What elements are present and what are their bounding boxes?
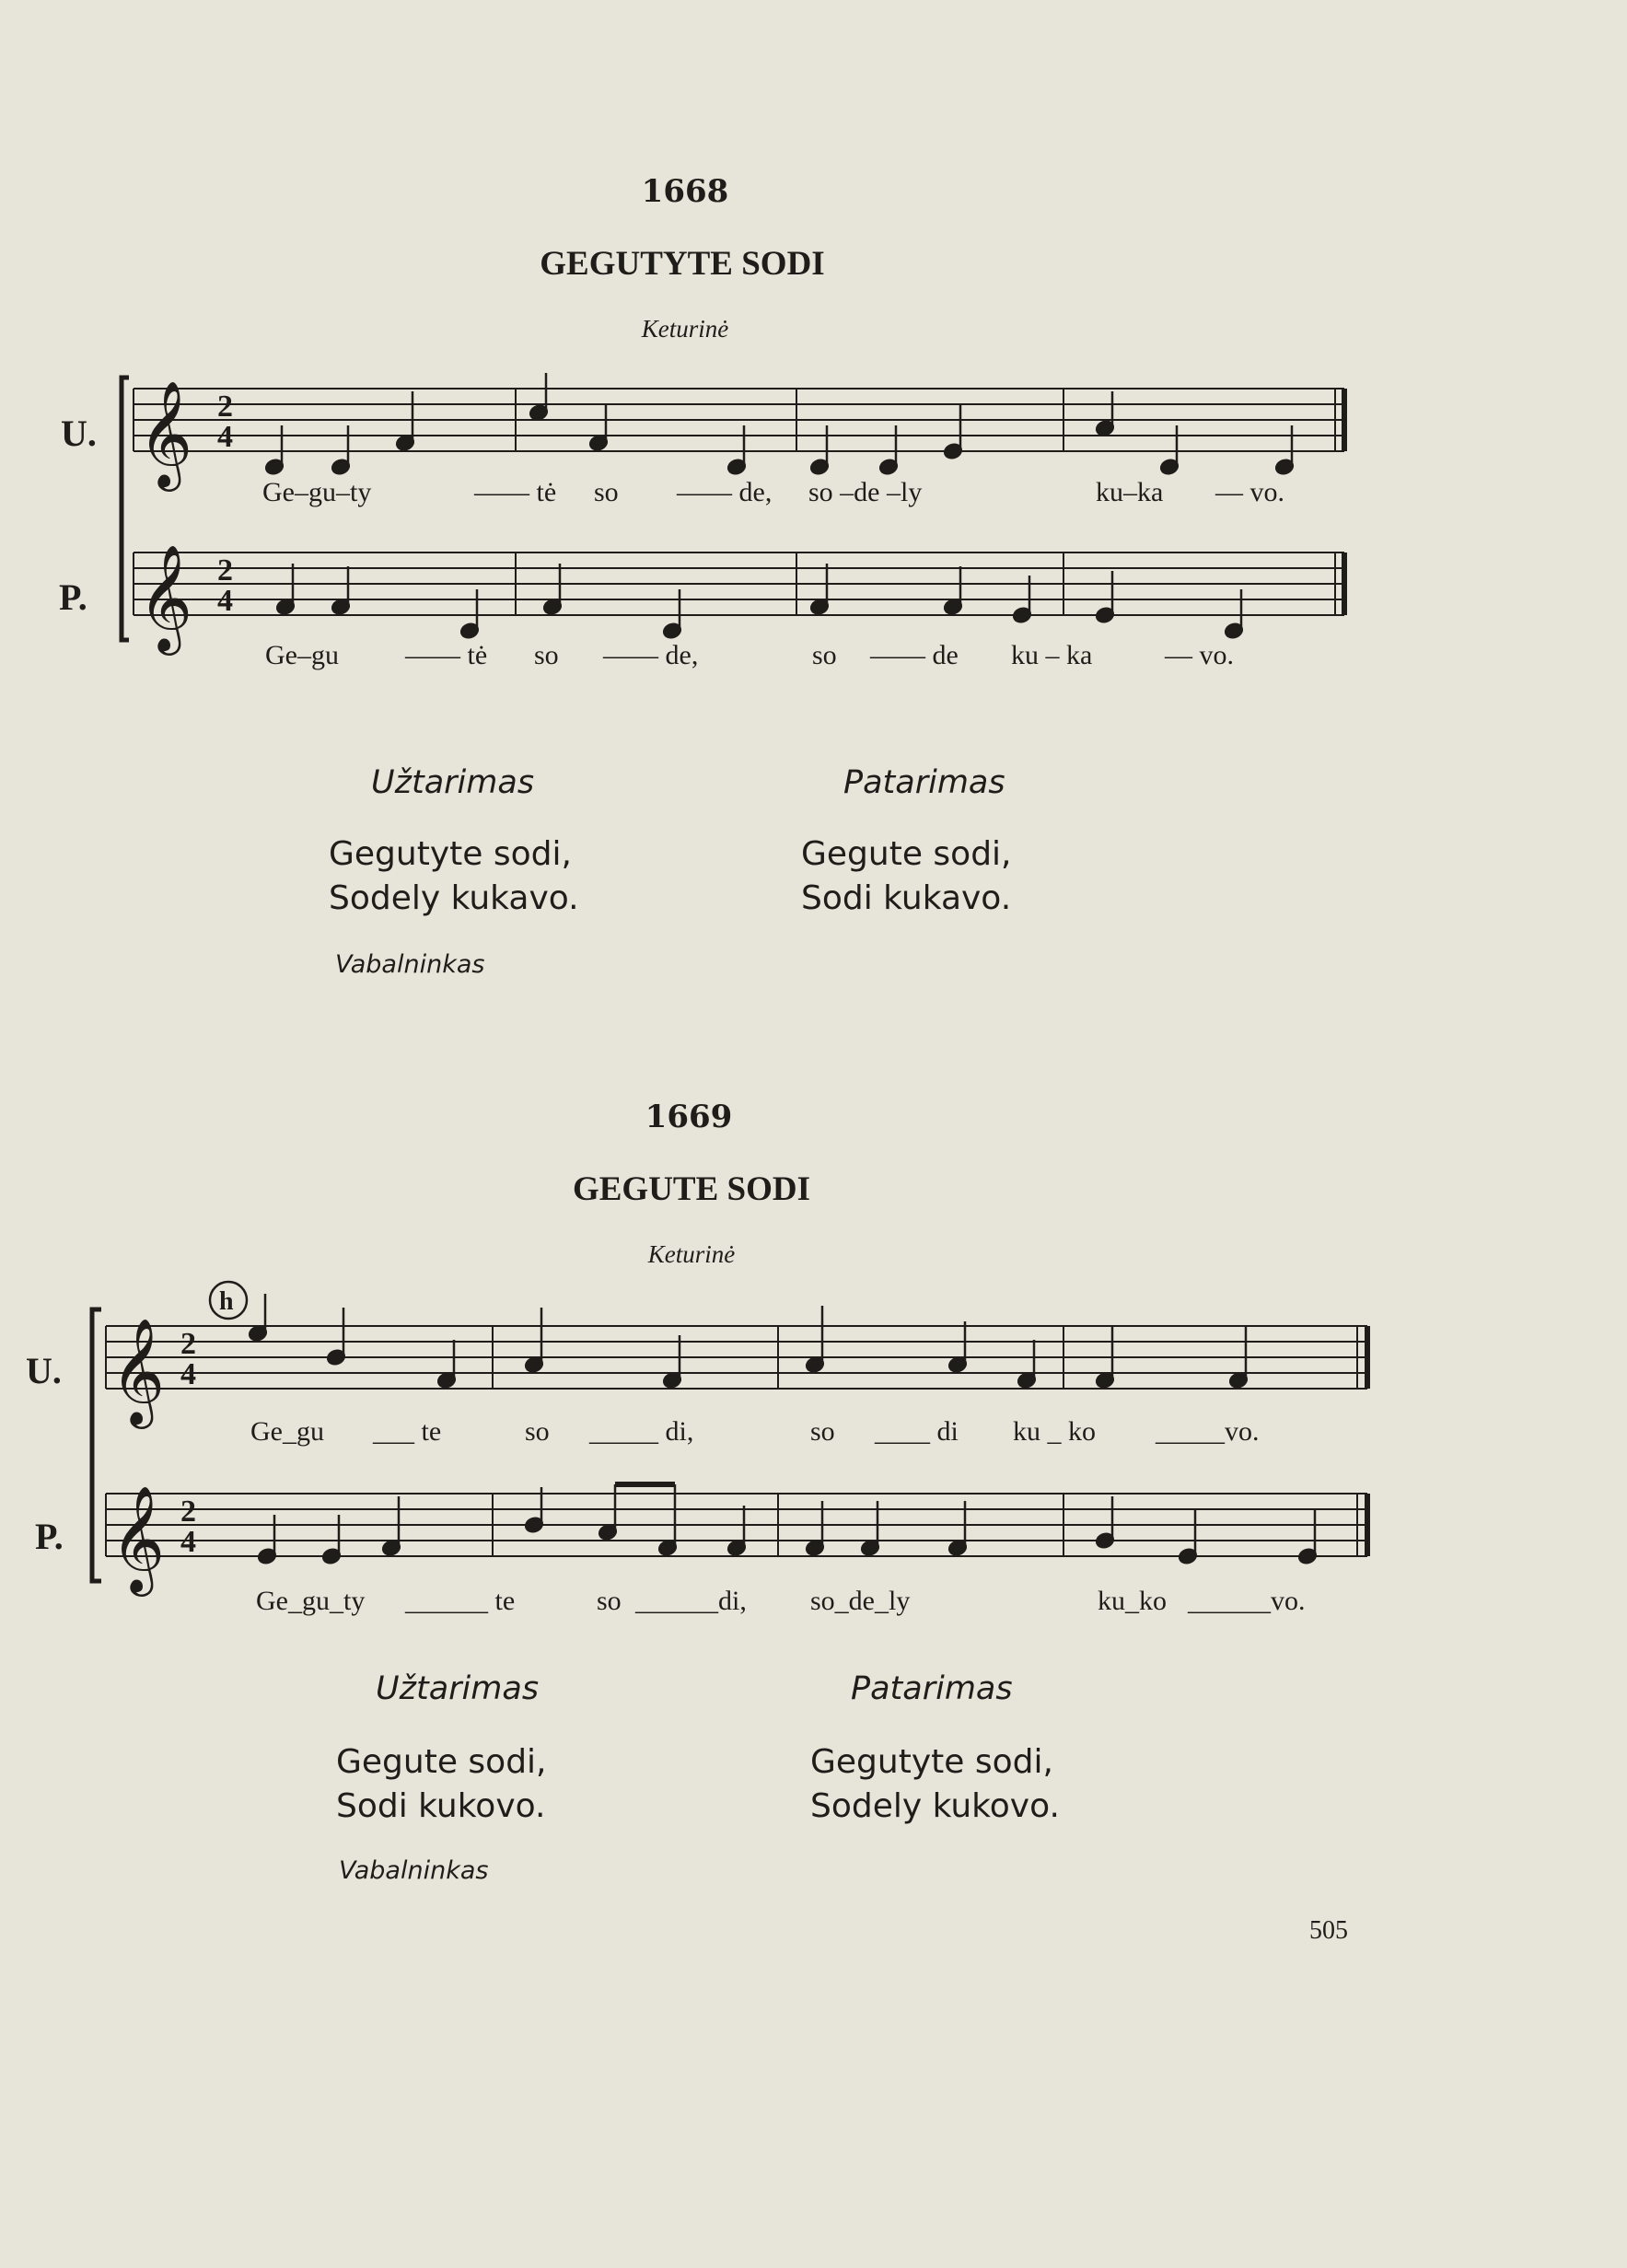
verse-line: Gegute sodi, [336,1743,547,1781]
lyric-syllable: ku–ka [1096,477,1164,507]
lyric-syllable: ___ te [373,1416,442,1447]
song-number: 1668 [641,173,729,210]
lyric-syllable: ____ di [875,1416,959,1447]
lyric-syllable: —— tė [405,640,488,670]
lyric-syllable: so [812,640,837,670]
upper-voice-label: U. [26,1350,62,1391]
staff-lower [134,552,1344,615]
verse-heading: Užtarimas [376,1670,540,1707]
song-title: GEGUTE SODI [572,1170,811,1208]
lyric-syllable: so [525,1416,550,1447]
circle-mark-letter: h [219,1287,234,1316]
lyric-syllable: —— de [870,640,959,670]
lyric-syllable: ku_ko [1098,1586,1167,1616]
song-subtitle: Keturinė [641,315,729,343]
lyric-syllable: so [810,1416,835,1447]
lyric-syllable: _____vo. [1156,1416,1260,1447]
lyric-syllable: Ge–gu–ty [262,477,372,507]
time-sig-bottom: 4 [217,584,233,618]
verse-line: Sodi kukavo. [801,879,1012,917]
lyric-syllable: Ge_gu [250,1416,324,1447]
verse-line: Sodely kukavo. [329,879,579,917]
treble-clef-icon: 𝄞 [110,1317,166,1425]
place-name: Vabalninkas [339,1856,489,1885]
time-sig-top: 2 [217,390,233,424]
treble-clef-icon: 𝄞 [138,379,193,487]
lyric-syllable: _____ di, [589,1416,694,1447]
verse-line: Gegutyte sodi, [329,835,572,873]
lyric-syllable: —— tė [474,477,557,507]
notes-lower-song1 [275,564,1244,640]
page-number: 505 [1309,1916,1348,1945]
place-name: Vabalninkas [335,950,485,979]
time-sig-top: 2 [180,1327,196,1361]
lower-voice-label: P. [35,1516,64,1557]
lyric-syllable: ______ te [405,1586,516,1616]
lyric-syllable: so [534,640,559,670]
lyric-syllable: so [597,1586,622,1616]
verse-heading: Užtarimas [371,764,535,801]
lyric-syllable: so [594,477,619,507]
song-title: GEGUTYTE SODI [540,245,825,283]
time-sig-top: 2 [217,553,233,587]
song-subtitle: Keturinė [647,1240,736,1268]
verse-line: Sodi kukovo. [336,1787,546,1825]
time-sig-top: 2 [180,1495,196,1529]
lyric-syllable: ku _ ko [1013,1416,1096,1447]
time-sig-bottom: 4 [180,1525,196,1559]
verse-line: Gegute sodi, [801,835,1012,873]
lyric-syllable: —— de, [603,640,699,670]
staff-upper-2 [106,1326,1367,1389]
lower-voice-label: P. [59,576,87,618]
song-number: 1669 [645,1099,733,1135]
lyric-syllable: so –de –ly [808,477,923,507]
lyric-syllable: —— de, [677,477,773,507]
system-bracket [122,378,129,640]
verse-line: Sodely kukovo. [810,1787,1060,1825]
upper-voice-label: U. [61,413,97,454]
lyric-syllable: Ge_gu_ty [256,1586,366,1616]
lyric-syllable: ______di, [635,1586,747,1616]
lyric-syllable: ______vo. [1188,1586,1306,1616]
staff-upper [134,389,1344,451]
lyric-syllable: — vo. [1215,477,1284,507]
verse-heading: Patarimas [843,764,1005,801]
verse-line: Gegutyte sodi, [810,1743,1053,1781]
time-sig-bottom: 4 [180,1357,196,1391]
treble-clef-icon: 𝄞 [110,1484,166,1592]
lyric-syllable: Ge–gu [265,640,339,670]
lyric-syllable: so_de_ly [810,1586,911,1616]
lyric-syllable: ku – ka [1011,640,1093,670]
lyric-syllable: — vo. [1165,640,1234,670]
verse-heading: Patarimas [851,1670,1013,1707]
treble-clef-icon: 𝄞 [138,543,193,651]
time-sig-bottom: 4 [217,420,233,454]
